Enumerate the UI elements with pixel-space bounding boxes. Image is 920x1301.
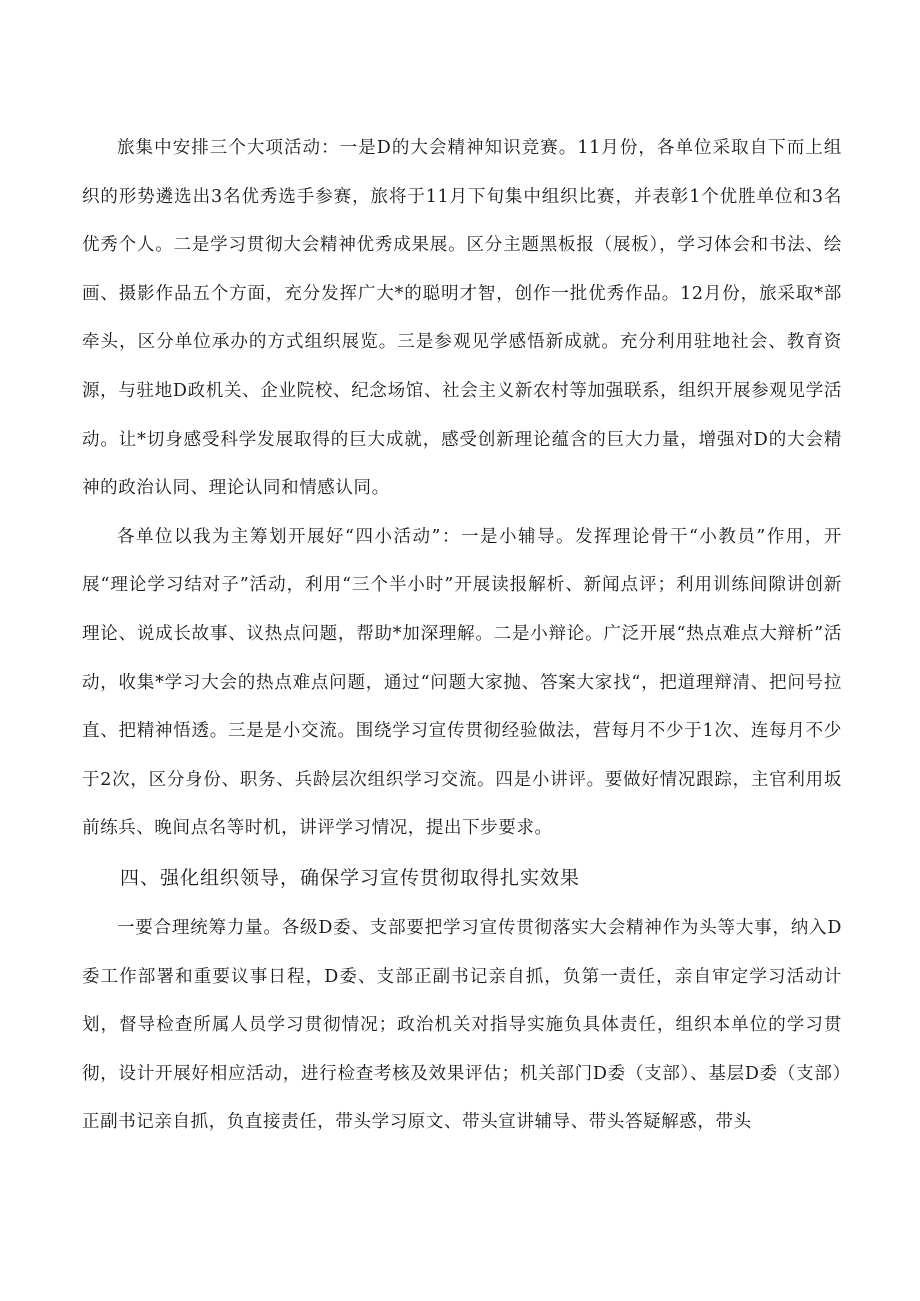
document-body <box>82 124 842 1147</box>
paragraph-coordinate-forces: 一要合理统筹力量。各级D委、支部要把学习宣传贯彻落实大会精神作为头等大事，纳入D委工作部署和重要议事日程，D委、支部正副书记亲自抓，负第一责任，亲自审定学习活动计划，督导检查所属人员学习贯彻情况；政治机关对指导实施负具体责任，组织本单位的学习贯彻，设计开展好相应活动，进行检查考核及效果评估；机关部门D委（支部）、基层D委（支部）正副书记亲自抓，负直接责任，带头学习原文、带头宣讲辅导、带头答疑解惑，带头 <box>82 917 842 1133</box>
paragraph-major-activities: 旅集中安排三个大项活动：一是D的大会精神知识竞赛。11月份，各单位采取自下而上组织的形势遴选出3名优秀选手参赛，旅将于11月下旬集中组织比赛，并表彰1个优胜单位和3名优秀个人。二是学习贯彻大会精神优秀成果展。区分主题黑板报（展板），学习体会和书法、绘画、摄影作品五个方面，充分发挥广大*的聪明才智，创作一批优秀作品。12月份，旅采取*部牵头，区分单位承办的方式组织展览。三是参观见学感悟新成就。充分利用驻地社会、教育资源，与驻地D政机关、企业院校、纪念场馆、社会主义新农村等加强联系，组织开展参观见学活动。让*切身感受科学发展取得的巨大成就，感受创新理论蕴含的巨大力量，增强对D的大会精神的政治认同、理论认同和情感认同。 <box>82 138 842 499</box>
section-heading: 四、强化组织领导，确保学习宣传贯彻取得扎实效果 <box>120 866 581 889</box>
paragraph-four-small-activities: 各单位以我为主筹划开展好“四小活动”：一是小辅导。发挥理论骨干“小教员”作用，开展“理论学习结对子”活动，利用“三个半小时”开展读报解析、新闻点评；利用训练间隙讲创新理论、说成长故事、议热点问题，帮助*加深理解。二是小辩论。广泛开展“热点难点大辩析”活动，收集*学习大会的热点难点问题，通过“问题大家抛、答案大家找“，把道理辩清、把问号拉直、把精神悟透。三是是小交流。围绕学习宣传贯彻经验做法，营每月不少于1次、连每月不少于2次，区分身份、职务、兵龄层次组织学习交流。四是小讲评。要做好情况跟踪，主官利用坂前练兵、晚间点名等时机，讲评学习情况，提出下步要求。 <box>82 526 842 839</box>
